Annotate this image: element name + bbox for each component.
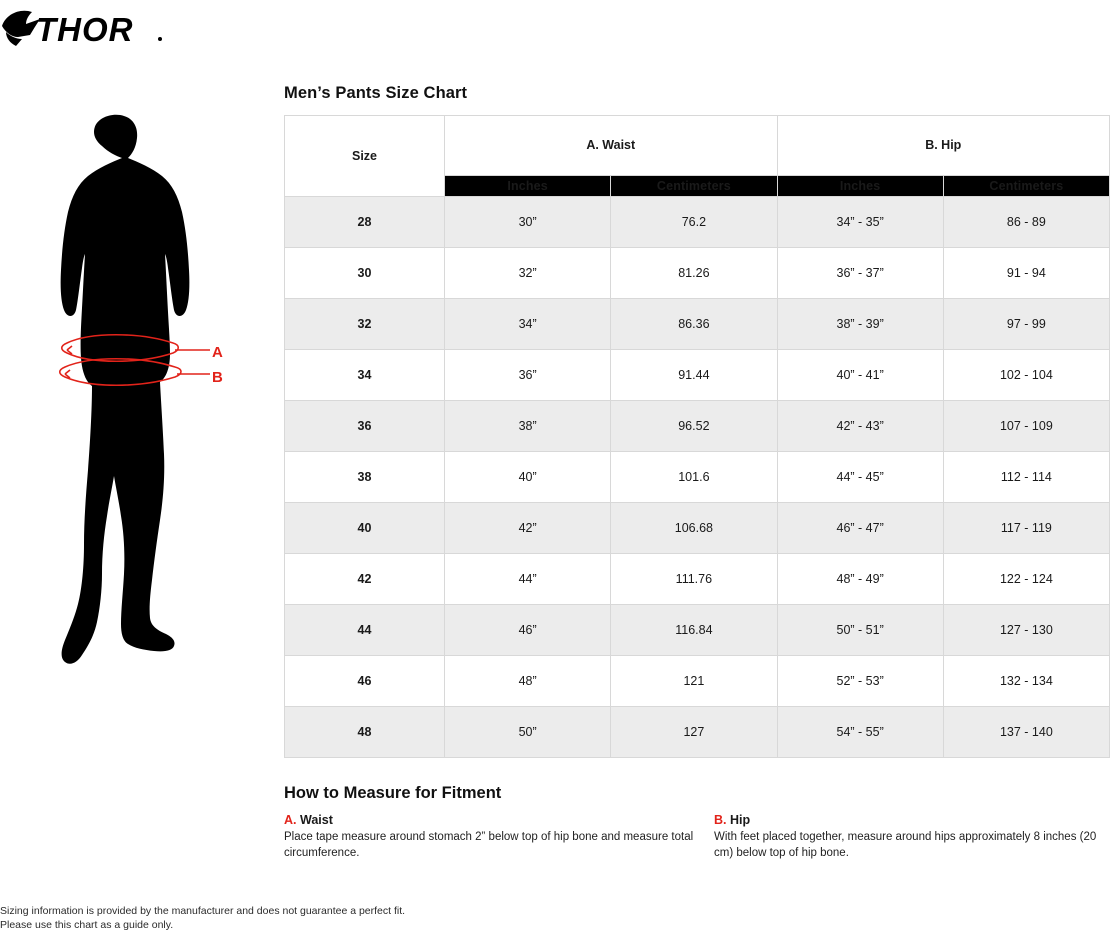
header-waist-inches: Inches xyxy=(445,175,611,196)
measure-hip-text: With feet placed together, measure around hips approximately 8 inches (20 cm) below top of hip bone. xyxy=(714,831,1097,859)
cell-waist-inches: 42” xyxy=(445,503,611,554)
cell-size: 28 xyxy=(285,197,445,248)
table-row xyxy=(285,503,1110,554)
table-row xyxy=(285,401,1110,452)
cell-waist-inches: 48” xyxy=(445,656,611,707)
disclaimer-line-1: Sizing information is provided by the manufacturer and does not guarantee a perfect fit. xyxy=(0,905,406,917)
size-chart-section xyxy=(284,84,1110,861)
figure-label-a: A xyxy=(212,344,223,361)
disclaimer xyxy=(0,904,405,932)
table-row xyxy=(285,299,1110,350)
table-row xyxy=(285,707,1110,758)
table-row xyxy=(285,350,1110,401)
measure-hip-name: Hip xyxy=(729,813,751,827)
cell-size: 40 xyxy=(285,503,445,554)
cell-size: 44 xyxy=(285,605,445,656)
size-chart-body xyxy=(285,197,1110,758)
cell-size: 36 xyxy=(285,401,445,452)
cell-size: 48 xyxy=(285,707,445,758)
cell-hip-cm: 102 - 104 xyxy=(943,350,1109,401)
header-waist-group: A. Waist xyxy=(445,116,778,176)
cell-size: 38 xyxy=(285,452,445,503)
cell-hip-inches: 36” - 37” xyxy=(777,248,943,299)
cell-waist-inches: 38” xyxy=(445,401,611,452)
svg-text:THOR: THOR xyxy=(36,11,134,48)
cell-waist-inches: 34” xyxy=(445,299,611,350)
cell-waist-cm: 121 xyxy=(611,656,777,707)
cell-waist-cm: 91.44 xyxy=(611,350,777,401)
cell-hip-cm: 112 - 114 xyxy=(943,452,1109,503)
cell-size: 30 xyxy=(285,248,445,299)
cell-hip-inches: 44” - 45” xyxy=(777,452,943,503)
measurement-figure xyxy=(20,110,260,690)
table-row xyxy=(285,605,1110,656)
cell-waist-inches: 30” xyxy=(445,197,611,248)
cell-size: 34 xyxy=(285,350,445,401)
size-chart-table xyxy=(284,115,1110,758)
cell-waist-cm: 81.26 xyxy=(611,248,777,299)
cell-hip-inches: 46” - 47” xyxy=(777,503,943,554)
table-row xyxy=(285,554,1110,605)
header-waist-centimeters: Centimeters xyxy=(611,175,777,196)
how-to-measure-title: How to Measure for Fitment xyxy=(284,784,502,802)
measure-waist-name: Waist xyxy=(299,813,333,827)
thor-helmet-icon xyxy=(0,6,180,54)
cell-waist-inches: 36” xyxy=(445,350,611,401)
cell-hip-inches: 54” - 55” xyxy=(777,707,943,758)
brand-logo xyxy=(0,6,180,54)
cell-hip-cm: 137 - 140 xyxy=(943,707,1109,758)
cell-hip-cm: 107 - 109 xyxy=(943,401,1109,452)
header-hip-centimeters: Centimeters xyxy=(943,175,1109,196)
header-hip-group: B. Hip xyxy=(777,116,1110,176)
cell-waist-cm: 86.36 xyxy=(611,299,777,350)
cell-hip-inches: 42” - 43” xyxy=(777,401,943,452)
measure-item-hip xyxy=(714,813,1110,861)
measure-item-waist xyxy=(284,813,714,861)
cell-hip-inches: 34” - 35” xyxy=(777,197,943,248)
measure-waist-marker: A. xyxy=(284,813,297,827)
disclaimer-line-2: Please use this chart as a guide only. xyxy=(0,919,174,932)
figure-label-b: B xyxy=(212,369,223,386)
table-row xyxy=(285,197,1110,248)
cell-hip-cm: 97 - 99 xyxy=(943,299,1109,350)
header-size: Size xyxy=(285,116,445,197)
table-row xyxy=(285,248,1110,299)
cell-hip-cm: 132 - 134 xyxy=(943,656,1109,707)
measure-hip-heading xyxy=(714,813,1110,827)
cell-waist-inches: 32” xyxy=(445,248,611,299)
header-hip-inches: Inches xyxy=(777,175,943,196)
measure-hip-marker: B. xyxy=(714,813,727,827)
measure-waist-heading xyxy=(284,813,696,827)
cell-hip-cm: 122 - 124 xyxy=(943,554,1109,605)
cell-waist-cm: 96.52 xyxy=(611,401,777,452)
cell-waist-cm: 106.68 xyxy=(611,503,777,554)
cell-hip-inches: 38” - 39” xyxy=(777,299,943,350)
cell-hip-cm: 127 - 130 xyxy=(943,605,1109,656)
table-row xyxy=(285,656,1110,707)
cell-hip-inches: 50” - 51” xyxy=(777,605,943,656)
cell-hip-cm: 91 - 94 xyxy=(943,248,1109,299)
cell-hip-cm: 117 - 119 xyxy=(943,503,1109,554)
measure-waist-text: Place tape measure around stomach 2” below top of hip bone and measure total circumference. xyxy=(284,831,694,859)
cell-size: 46 xyxy=(285,656,445,707)
cell-waist-inches: 46” xyxy=(445,605,611,656)
cell-hip-inches: 52” - 53” xyxy=(777,656,943,707)
cell-waist-inches: 50” xyxy=(445,707,611,758)
cell-waist-cm: 116.84 xyxy=(611,605,777,656)
table-row xyxy=(285,452,1110,503)
cell-hip-cm: 86 - 89 xyxy=(943,197,1109,248)
cell-waist-cm: 101.6 xyxy=(611,452,777,503)
cell-hip-inches: 48” - 49” xyxy=(777,554,943,605)
cell-size: 42 xyxy=(285,554,445,605)
how-to-measure-columns xyxy=(284,813,1110,861)
cell-waist-cm: 76.2 xyxy=(611,197,777,248)
page-title: Men’s Pants Size Chart xyxy=(284,84,468,102)
cell-waist-cm: 127 xyxy=(611,707,777,758)
cell-waist-cm: 111.76 xyxy=(611,554,777,605)
cell-hip-inches: 40” - 41” xyxy=(777,350,943,401)
cell-waist-inches: 40” xyxy=(445,452,611,503)
cell-waist-inches: 44” xyxy=(445,554,611,605)
body-silhouette xyxy=(61,115,190,664)
cell-size: 32 xyxy=(285,299,445,350)
